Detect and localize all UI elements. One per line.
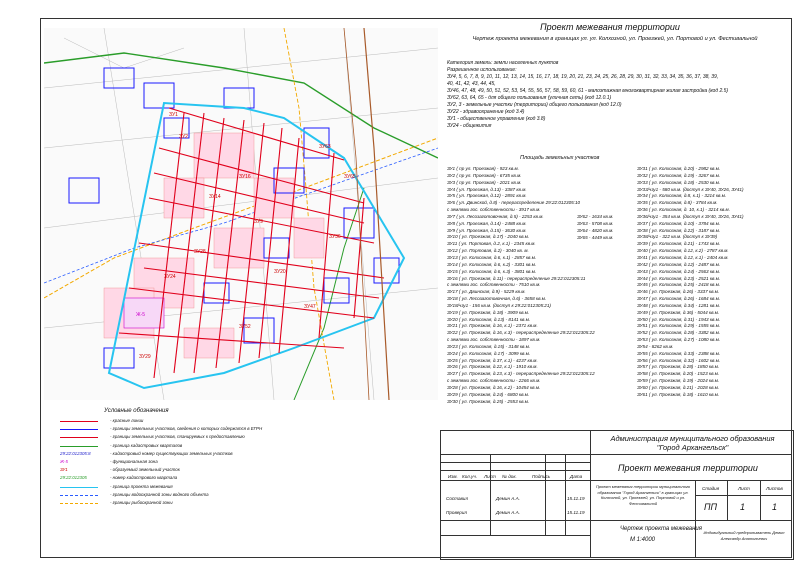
stamp-col-head: Дата	[570, 474, 583, 479]
legend-label: - номер кадастрового квартала	[110, 475, 178, 481]
area-entry: ЗУ34 ( ул. Колхозная, д.8, к.1) - 3214 кв.м.	[637, 193, 727, 199]
stamp-stage: ПП	[704, 502, 718, 512]
map-label: ЗУ9	[254, 219, 263, 225]
areas-heading: Площадь земельных участков	[520, 155, 600, 161]
area-entry: ЗУ39 ( ул. Колхозная, д.21) - 1743 кв.м.	[637, 241, 721, 247]
area-entry: ЗУ55 ( ул. Колхозная, д.33) - 2388 кв.м.	[637, 350, 721, 356]
area-entry: ЗУ49 ( ул. Проезжая, д.36) - 5044 кв.м.	[637, 309, 720, 315]
map-label: ЗУ36	[329, 234, 341, 240]
map-label: ЗУ47	[304, 304, 316, 310]
map-label: ЗУ65	[344, 174, 356, 180]
area-entry: ЗУ56 ( ул. Колхозная, д.32) - 1602 кв.м.	[637, 357, 721, 363]
stamp-organization: Администрация муниципального образования "Город Архангельск"	[610, 434, 775, 452]
area-entry: ЗУ38 ( ул. Колхозная, д.22) - 3187 кв.м.	[637, 227, 721, 233]
legend-symbol	[60, 443, 98, 451]
area-entry: ЗУ1 ( пр ул. Проезжая) - 923 кв.м.	[447, 166, 519, 171]
area-entry: ЗУ54 - 8262 кв.м.	[637, 343, 674, 349]
stamp-col-head: Кол.уч.	[462, 474, 477, 479]
stamp-project-desc: Проект межевания территории муниципального образования "Город Архангельск" в границах ул. Колхозной, ул. Проезжей, ул. Портовой и ул. Фестивальной	[595, 484, 691, 506]
area-entry: ЗУ30 ( ул. Проезжая, д.25) - 2553 кв.м.	[447, 398, 530, 404]
map-label: ЗУ1	[169, 112, 178, 118]
legend-item	[60, 459, 300, 467]
legend-label: - красные линии	[110, 418, 144, 423]
area-entry: с землями гос. собственности - 3917 кв.м.	[447, 207, 541, 213]
legend-symbol: Ж-5	[60, 459, 68, 464]
stamp-stage-head: Стадия	[702, 486, 720, 491]
legend-symbol: 29:22:012305	[60, 475, 87, 481]
category-line: Разрешенное использование:	[447, 67, 517, 73]
stamp-sheet: 1	[740, 502, 746, 512]
legend-item	[60, 443, 300, 451]
area-entry: ЗУ42 ( ул. Колхозная, д.12) - 2487 кв.м.	[637, 261, 721, 267]
page-subtitle: Чертеж проекта межевания в границах ул. ул. Колхозной, ул. Проезжей, ул. Портовой и ул. Фестивальной	[472, 36, 758, 42]
area-entry: ЗУ17 ( ул. Двинская, д.9) - 5229 кв.м.	[447, 289, 526, 295]
stamp-col-head: Лист	[484, 474, 496, 479]
legend-symbol: ЗУ1	[60, 467, 68, 473]
legend-label: - граница кадастровых кварталов	[110, 442, 183, 448]
area-entry: ЗУ57 ( ул. Проезжая, д.28) - 1850 кв.м.	[637, 364, 720, 370]
stamp-col-head: Изм.	[448, 474, 458, 479]
area-entry: ЗУ36/чзу1 - 354 кв.м. (доступ к ЗУ40, ЗУ26, ЗУ41)	[637, 213, 744, 219]
areas-list-middle	[577, 214, 614, 241]
stamp-name: Демин А.А.	[496, 496, 520, 501]
area-entry: ЗУ32 ( ул. Колхозная, д.19) - 3267 кв.м.	[637, 172, 721, 178]
legend-label: - кадастровый номер существующих земельных участков	[110, 450, 233, 456]
cadastral-map	[44, 28, 438, 400]
area-entry: ЗУ7 ( ул. Лесозаготовочная, д.5) - 2253 кв.м.	[447, 213, 544, 219]
area-entry: ЗУ14 ( ул. Колхозная, д.6, к.2) - 3301 кв.м.	[447, 261, 537, 267]
legend-label: - границы рыбоохранной зоны	[110, 500, 173, 505]
area-entry: ЗУ41 ( ул. Колхозная, д.12, к.1) - 2404 кв.м.	[637, 254, 729, 260]
legend-symbol	[60, 418, 98, 426]
area-entry: ЗУ37 ( ул. Колхозная, д.10) - 3784 кв.м.	[637, 220, 721, 226]
area-entry: ЗУ40 ( ул. Колхозная, д.12, к.2) - 2787 кв.м.	[637, 248, 729, 254]
legend-label: - границы земельных участков, планируемых к предоставлению	[110, 434, 245, 440]
legend-item	[60, 500, 300, 508]
area-entry: ЗУ31 ( ул. Колхозная, д.20) - 2982 кв.м.	[637, 166, 721, 171]
category-line: ЗУ2, 3 - земельные участки (территории) общего пользования (код 12.0)	[447, 102, 622, 108]
legend-label: - граница проекта межевания	[110, 483, 173, 489]
category-line: 40, 41, 42, 43, 44, 45,	[447, 81, 496, 87]
area-entry: с землями гос. собственности - 1897 кв.м.	[447, 337, 541, 343]
category-line: ЗУ62, 63, 64, 65 - для общего пользования (уличная сеть) (код 12.0.1)	[447, 95, 612, 101]
stamp-sheets: 1	[772, 502, 778, 512]
area-entry: ЗУ44 ( ул. Колхозная, д.23) - 2521 кв.м.	[637, 275, 721, 281]
legend-item	[60, 475, 300, 483]
area-entry: ЗУ25 ( ул. Проезжая, д.37, к.1) - 4237 кв.м.	[447, 357, 538, 363]
stamp-col-head: № док.	[502, 474, 517, 479]
map-label: ЗУ2	[179, 134, 188, 140]
area-entry: ЗУ11 ( ул. Портовая, д.2, к.1) - 2345 кв.м.	[447, 241, 536, 247]
legend-item	[60, 484, 300, 492]
area-entry: ЗУ62 - 1634 кв.м.	[577, 214, 614, 219]
area-entry: ЗУ18 ( ул. Лесозаготовочная, д.6) - 3658 кв.м.	[447, 296, 547, 302]
area-entry: ЗУ51 ( ул. Колхозная, д.29) - 1555 кв.м.	[637, 323, 721, 329]
area-entry: с землями гос. собственности - 2266 кв.м.	[447, 378, 541, 384]
area-entry: ЗУ47 ( ул. Колхозная, д.26) - 1684 кв.м.	[637, 296, 721, 302]
category-line: ЗУ22 - здравоохранение (код 3.4)	[447, 109, 525, 115]
category-line: ЗУ1 - общественное управление (код 3.8)	[447, 116, 546, 122]
area-entry: ЗУ23 ( ул. Колхозная, д.15) - 3148 кв.м.	[447, 343, 531, 349]
area-entry: ЗУ38/чзу1 - 322 кв.м. (доступ к ЗУ39)	[637, 234, 718, 240]
legend-item	[60, 451, 300, 459]
stamp-name: Демин А.А.	[496, 510, 520, 515]
map-svg	[44, 28, 438, 400]
area-entry: ЗУ13 ( ул. Колхозная, д.6, к.1) - 2857 кв.м.	[447, 254, 537, 260]
category-line: ЗУ46, 47, 48, 49, 50, 51, 52, 53, 54, 55, 56, 57, 58, 59, 60, 61 - малоэтажная многоквартирная жилая застройка (код 2.5)	[447, 88, 729, 94]
map-label: ЗУ16	[239, 174, 251, 180]
area-entry: ЗУ8 ( ул. Проезжая, д.14) - 2488 кв.м.	[447, 220, 527, 226]
area-entry: ЗУ33 ( ул. Колхозная, д.18) - 2530 кв.м.	[637, 179, 721, 185]
area-entry: ЗУ22 ( ул. Проезжая, д.16, к.3) - перераспределение 29:22:012305:22	[447, 330, 595, 336]
legend-item	[60, 492, 300, 500]
stamp-role: Проверил	[446, 510, 467, 515]
legend-symbol	[60, 500, 98, 508]
area-entry: ЗУ21 ( ул. Проезжая, д.16, к.1) - 2371 кв.м.	[447, 323, 538, 329]
area-entry: ЗУ64 - 4820 кв.м.	[577, 227, 614, 233]
area-entry: ЗУ46 ( ул. Проезжая, д.26) - 3337 кв.м.	[637, 289, 720, 295]
map-label: ЗУ63	[319, 144, 331, 150]
areas-list-left	[447, 166, 595, 406]
area-entry: ЗУ52 ( ул. Колхозная, д.28) - 3382 кв.м.	[637, 330, 721, 336]
map-label: ЗУ20	[274, 269, 286, 275]
area-entry: ЗУ18/чзу1 - 156 кв.м. (доступ к 29:22:012305:21)	[447, 302, 551, 308]
area-entry: ЗУ9 ( ул. Проезжая, д.15) - 3630 кв.м.	[447, 227, 527, 233]
area-entry: с землями гос. собственности - 7510 кв.м.	[447, 282, 541, 288]
area-entry: ЗУ48 ( ул. Колхозная, д.34) - 1281 кв.м.	[637, 302, 721, 308]
area-entry: ЗУ27 ( ул. Проезжая, д.23, к.3) - перераспределение 29:22:012305:12	[447, 371, 595, 377]
category-line: ЗУ24 - общежития	[447, 123, 492, 129]
stamp-sheet-head: Лист	[738, 486, 750, 491]
legend-label: - границы водоохранной зоны водного объекта	[110, 491, 209, 497]
area-entry: ЗУ10 ( ул. Проезжая, д.17) - 2040 кв.м.	[447, 234, 530, 240]
area-entry: ЗУ16 ( ул. Проезжая, д.11) - перераспределение 29:22:012305:11	[447, 275, 586, 281]
stamp-date: 15.11.19	[567, 510, 585, 515]
area-entry: ЗУ19 ( ул. Проезжая, д.18) - 3909 кв.м.	[447, 309, 530, 315]
stamp-date: 15.11.19	[567, 496, 585, 501]
area-entry: ЗУ20 ( ул. Колхозная, д.13) - 8141 кв.м.	[447, 316, 531, 322]
legend-symbol	[60, 484, 98, 492]
stamp-doc-title: Проект межевания территории	[618, 463, 758, 473]
legend-label: - границы земельных участков, сведения о которых содержатся в ЕГРН	[110, 426, 263, 432]
legend-symbol	[60, 434, 98, 442]
map-label: ЗУ28	[194, 249, 206, 255]
area-entry: ЗУ35 ( ул. Колхозная, д.8) - 3784 кв.м.	[637, 200, 718, 206]
legend-item	[60, 418, 300, 426]
area-entry: ЗУ15 ( ул. Колхозная, д.6, к.3) - 3801 кв.м.	[447, 268, 537, 274]
area-entry: ЗУ4 ( ул. Проезжая, д.13) - 3387 кв.м.	[447, 186, 527, 192]
area-entry: ЗУ33/чзу1 - 580 кв.м. (доступ к ЗУ40, ЗУ26, ЗУ41)	[637, 186, 744, 192]
area-entry: ЗУ59 ( ул. Проезжая, д.19) - 2024 кв.м.	[637, 378, 720, 384]
legend-symbol	[60, 426, 98, 434]
area-entry: ЗУ6 ( ул. Двинской, д.8) - перераспределение 29:22:012305:10	[447, 200, 581, 206]
area-entry: ЗУ53 ( ул. Колхозная, д.27) - 1080 кв.м.	[637, 337, 721, 343]
area-entry: ЗУ28 ( ул. Проезжая, д.16, к.2) - 10454 кв.м.	[447, 385, 541, 390]
stamp-role: Составил	[446, 496, 469, 501]
area-entry: ЗУ43 ( ул. Колхозная, д.24) - 2563 кв.м.	[637, 268, 721, 274]
area-entry: ЗУ24 ( ул. Колхозная, д.17) - 3099 кв.м.	[447, 350, 531, 356]
area-entry: ЗУ29 ( ул. Проезжая, д.24) - 6800 кв.м.	[447, 391, 530, 397]
area-entry: ЗУ45 ( ул. Колхозная, д.25) - 2418 кв.м.	[637, 282, 721, 288]
map-label: ЗУ24	[164, 274, 176, 280]
stamp-col-head: Подпись	[532, 474, 551, 479]
legend-item	[60, 434, 300, 442]
category-line: Категория земель: земли населенных пунктов	[447, 60, 559, 66]
area-entry: ЗУ3 ( пр ул. Проезжая) - 2021 кв.м.	[447, 179, 522, 185]
category-line: ЗУ4, 5, 6, 7, 8, 9, 10, 11, 12, 13, 14, 15, 16, 17, 18, 19, 20, 21, 23, 24, 25, 26, 28, 29, 30, 31, 32, 33, 34, 35, 36, 37, 38, 39,	[447, 74, 719, 80]
map-label: ЗУ14	[209, 194, 221, 200]
area-entry: ЗУ12 ( ул. Портовая, д.2) - 3040 кв. м.	[447, 248, 529, 254]
area-entry: ЗУ60 ( ул. Проезжая, д.21) - 2028 кв.м.	[637, 385, 720, 390]
area-entry: ЗУ63 - 5708 кв.м.	[577, 220, 614, 226]
area-entry: ЗУ61 ( ул. Проезжая, д.18) - 1610 кв.м.	[637, 391, 720, 397]
legend-label: - образуемый земельный участок	[110, 467, 180, 473]
page-title: Проект межевания территории	[540, 22, 680, 32]
area-entry: ЗУ5 ( ул. Проезжая, д.12) - 2891 кв.м.	[447, 193, 527, 199]
stamp-scale: М 1:4000	[630, 537, 656, 543]
map-label-zone: Ж-5	[136, 312, 146, 318]
map-label: ЗУ52	[239, 324, 251, 330]
legend-symbol	[60, 492, 98, 500]
area-entry: ЗУ26 ( ул. Проезжая, д.22, к.1) - 1910 кв.м.	[447, 364, 538, 370]
area-entry: ЗУ50 ( ул. Колхозная, д.31) - 1943 кв.м.	[637, 316, 721, 322]
legend-label: - функциональная зона	[110, 459, 158, 464]
legend-item	[60, 426, 300, 434]
area-entry: ЗУ36 ( ул. Колхозная, д. 10, к.1) - 3214 кв.м.	[637, 207, 730, 213]
area-entry: ЗУ58 ( ул. Проезжая, д.20) - 1523 кв.м.	[637, 371, 720, 377]
legend-symbol: 29:22:012305:8	[60, 450, 91, 456]
areas-list-right	[637, 166, 744, 399]
stamp-author: Индивидуальный предприниматель Демин Александр Анатольевич	[703, 530, 785, 541]
legend-title: Условные обозначения	[104, 408, 169, 414]
area-entry: ЗУ2 ( пр ул. Проезжая) - 6735 кв.м.	[447, 172, 522, 178]
stamp-sheets-head: Листов	[766, 486, 783, 491]
map-label: ЗУ29	[139, 354, 151, 360]
legend-item	[60, 467, 300, 475]
stamp-drawing-name: Чертеж проекта межевания	[620, 526, 702, 532]
area-entry: ЗУ65 - 4449 кв.м.	[577, 234, 614, 240]
